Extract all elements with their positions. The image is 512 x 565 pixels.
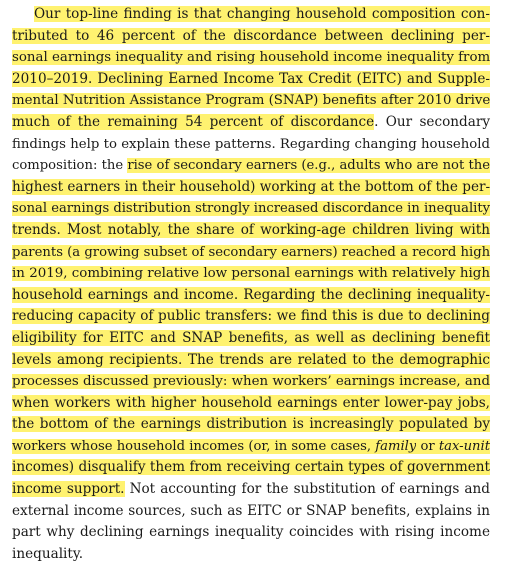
highlighted-text: levels among recipients. The trends are related to the demographic	[12, 351, 490, 368]
text-line	[12, 220, 490, 242]
highlighted-text: sonal earnings distribution strongly increased discordance in inequality	[12, 201, 490, 217]
body-paragraph	[12, 4, 490, 565]
text-line	[12, 285, 490, 307]
highlighted-text: when workers with higher household earnings enter lower-pay jobs,	[12, 394, 490, 411]
highlighted-text: tax-unit	[438, 438, 490, 454]
highlighted-text: mental Nutrition Assistance Program (SNAP) benefits after 2010 drive	[12, 93, 491, 109]
highlighted-text: the bottom of the earnings distribution is increasingly populated by	[12, 416, 490, 433]
plain-text: findings help to explain these patterns. Regarding changing household	[12, 136, 490, 152]
plain-text: external income sources, such as EITC or SNAP benefits, explains in	[12, 502, 490, 519]
text-line	[12, 263, 490, 285]
highlighted-text: much of the remaining 54 percent of discordance	[12, 113, 375, 130]
highlighted-text: highest earners in their household) working at the bottom of the per-	[12, 178, 491, 195]
text-line	[12, 393, 490, 415]
plain-text: part why declining earnings inequality coincides with rising income	[12, 524, 490, 541]
text-line	[12, 479, 490, 501]
text-line	[12, 436, 490, 458]
text-line	[12, 177, 490, 199]
text-line	[12, 26, 490, 48]
highlighted-text: in 2019, combining relative low personal earnings with relatively high	[12, 266, 490, 282]
highlighted-text: processes discussed previously: when workers’ earnings increase, and	[12, 374, 490, 390]
highlighted-text: or	[416, 438, 439, 454]
highlighted-text: 2010–2019. Declining Earned Income Tax Credit (EITC) and Supple-	[12, 70, 490, 87]
text-line	[12, 414, 490, 436]
highlighted-text: parents (a growing subset of secondary earners) reached a record high	[12, 244, 491, 260]
text-line	[12, 350, 490, 372]
highlighted-text: sonal earnings inequality and rising household income inequality from	[12, 50, 491, 66]
highlighted-text: family	[375, 438, 417, 454]
highlighted-text: eligibility for EITC and SNAP benefits, as well as declining benefit	[12, 329, 490, 346]
plain-text: inequality.	[12, 545, 84, 562]
text-line	[12, 544, 490, 565]
highlighted-text: tributed to 46 percent of the discordance between declining per-	[12, 27, 490, 44]
text-line	[12, 134, 490, 156]
highlighted-text: incomes) disqualify them from receiving certain types of government	[12, 459, 490, 476]
text-line	[12, 306, 490, 328]
text-line	[12, 242, 490, 264]
plain-text: Not accounting for the substitution of earnings and	[124, 481, 490, 498]
highlighted-text: rise of secondary earners (e.g., adults who are not the	[127, 158, 490, 174]
highlighted-text: Our top-line finding is that changing household composition con-	[34, 6, 490, 22]
highlighted-text: reducing capacity of public transfers: we find this is due to declining	[12, 308, 490, 325]
text-line	[12, 47, 490, 69]
highlighted-text: household earnings and income. Regarding the declining inequality-	[12, 286, 490, 303]
text-line	[12, 501, 490, 523]
text-line	[12, 198, 490, 220]
text-line	[12, 69, 490, 91]
plain-text: . Our secondary	[374, 113, 490, 130]
highlighted-text: trends. Most notably, the share of working-age children living with	[12, 221, 490, 238]
text-line	[12, 112, 490, 134]
highlighted-text: income support.	[12, 481, 125, 498]
text-line	[12, 371, 490, 393]
text-line	[12, 457, 490, 479]
plain-text: composition: the	[12, 158, 128, 174]
highlighted-text: workers whose household incomes (or, in some cases,	[12, 438, 376, 454]
text-line	[12, 155, 490, 177]
document-page	[12, 4, 490, 565]
text-line	[12, 328, 490, 350]
text-line	[12, 4, 490, 26]
text-line	[12, 90, 490, 112]
